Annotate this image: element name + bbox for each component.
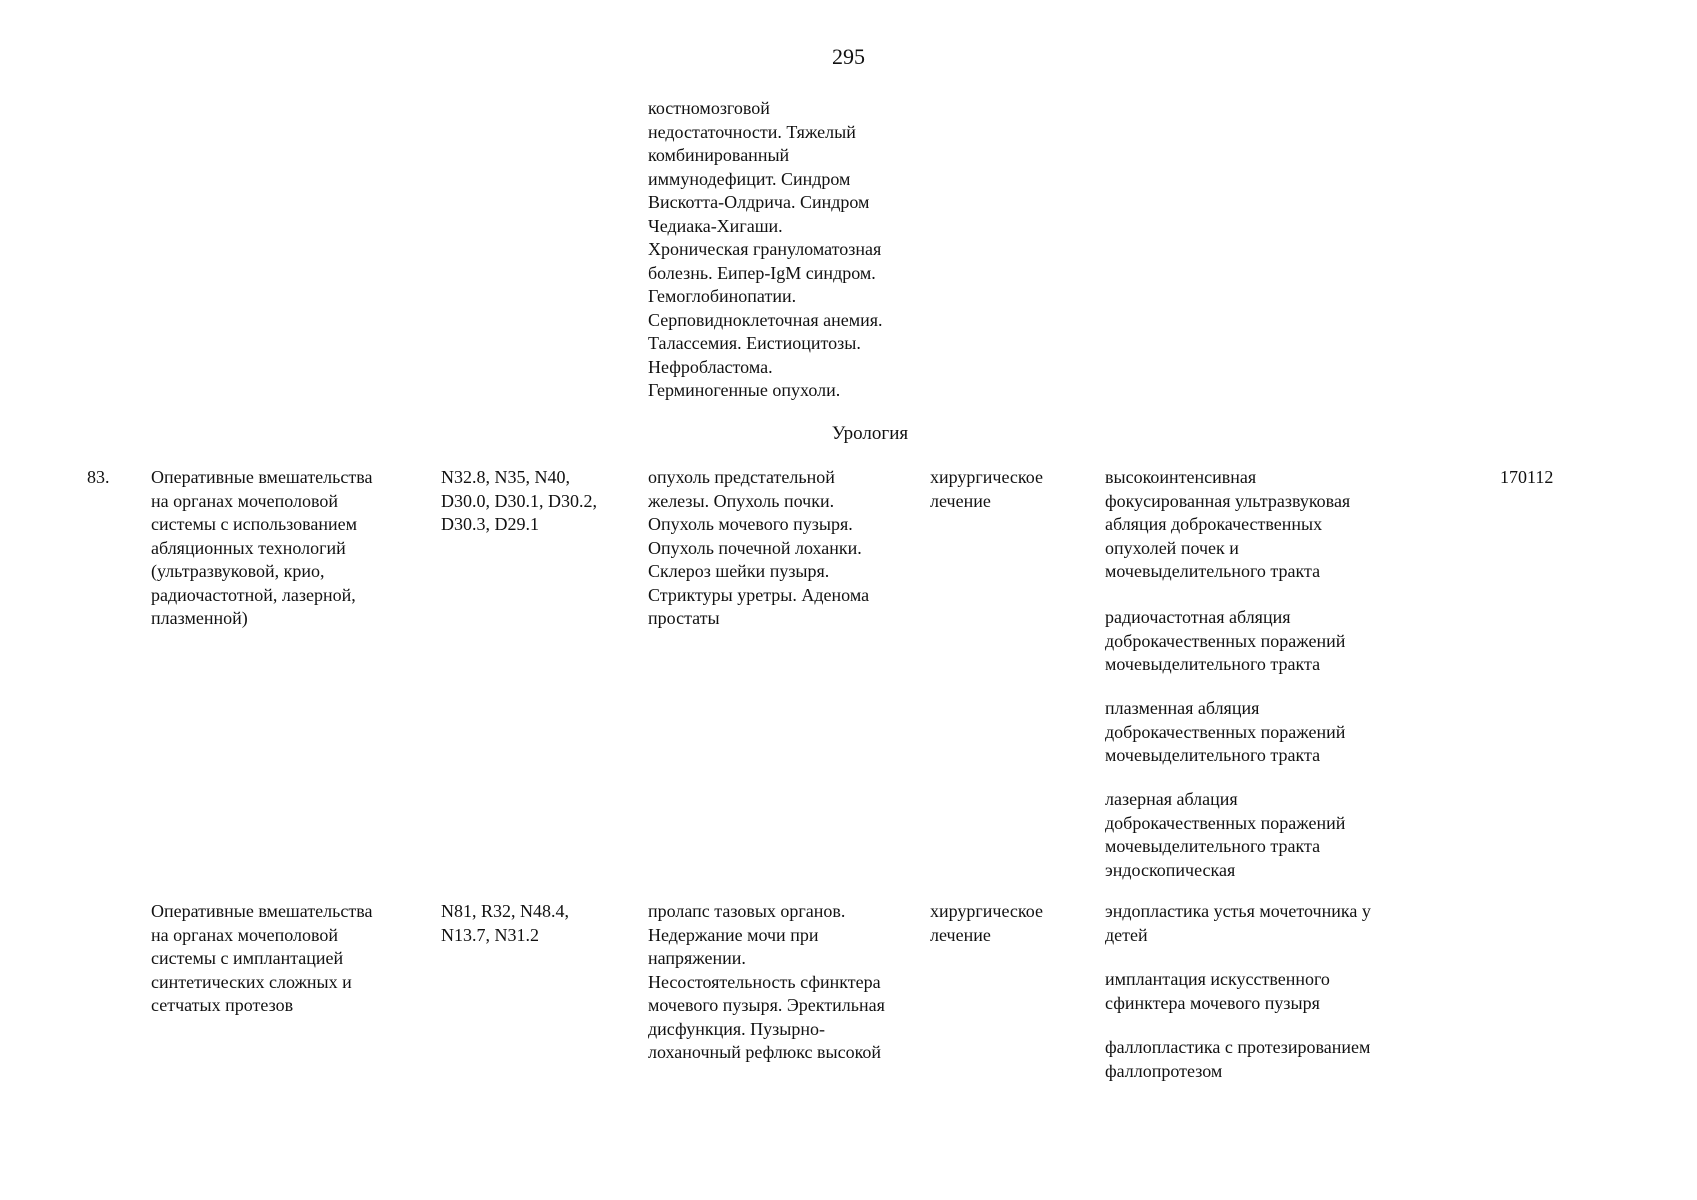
treatment-type: хирургическое лечение: [930, 901, 1043, 945]
treatment-method: плазменная абляция доброкачественных поражений мочевыделительного тракта: [1105, 698, 1346, 765]
treatment-type: хирургическое лечение: [930, 467, 1043, 511]
continued-diagnosis-text: костномозговой недостаточности. Тяжелый комбинированный иммунодефицит. Синдром Вискотта-Олдрича. Синдром Чедиака-Хигаши. Хроническая грануломатозная болезнь. Еипер-IgM синдром. Гемоглобинопатии. Серповидноклеточная анемия. Талассемия. Еистиоцитозы. Нефробластома. Герминогенные опухоли.: [648, 98, 883, 400]
treatment-method: лазерная аблация доброкачественных поражений мочевыделительного тракта эндоскопическая: [1105, 789, 1346, 880]
treatment-method: эндопластика устья мочеточника у детей: [1105, 901, 1371, 945]
section-title: Урология: [831, 423, 909, 444]
row-number: 83.: [87, 467, 110, 487]
treatment-method: высокоинтенсивная фокусированная ультразвуковая абляция доброкачественных опухолей почек и мочевыделительного тракта: [1105, 467, 1351, 581]
treatment-method: имплантация искусственного сфинктера мочевого пузыря: [1105, 969, 1330, 1013]
treatment-method: радиочастотная абляция доброкачественных поражений мочевыделительного тракта: [1105, 607, 1346, 674]
icd-codes: N32.8, N35, N40, D30.0, D30.1, D30.2, D30.3, D29.1: [441, 467, 597, 534]
treatment-method: фаллопластика с протезированием фаллопротезом: [1105, 1037, 1371, 1081]
cost-amount: 170112: [1500, 467, 1554, 487]
diagnosis-model: пролапс тазовых органов. Недержание мочи при напряжении. Несостоятельность сфинктера мочевого пузыря. Эректильная дисфункция. Пузырно- лоханочный рефлюкс высокой: [648, 901, 885, 1062]
icd-codes: N81, R32, N48.4, N13.7, N31.2: [441, 901, 570, 945]
diagnosis-model: опухоль предстательной железы. Опухоль почки. Опухоль мочевого пузыря. Опухоль почечной лоханки. Склероз шейки пузыря. Стриктуры уретры. Аденома простаты: [648, 467, 870, 628]
page-number: 295: [832, 44, 865, 69]
intervention-name: Оперативные вмешательства на органах мочеполовой системы с имплантацией синтетических сложных и сетчатых протезов: [151, 901, 373, 1015]
intervention-name: Оперативные вмешательства на органах мочеполовой системы с использованием абляционных технологий (ультразвуковой, крио, радиочастотной, лазерной, плазменной): [151, 467, 373, 628]
